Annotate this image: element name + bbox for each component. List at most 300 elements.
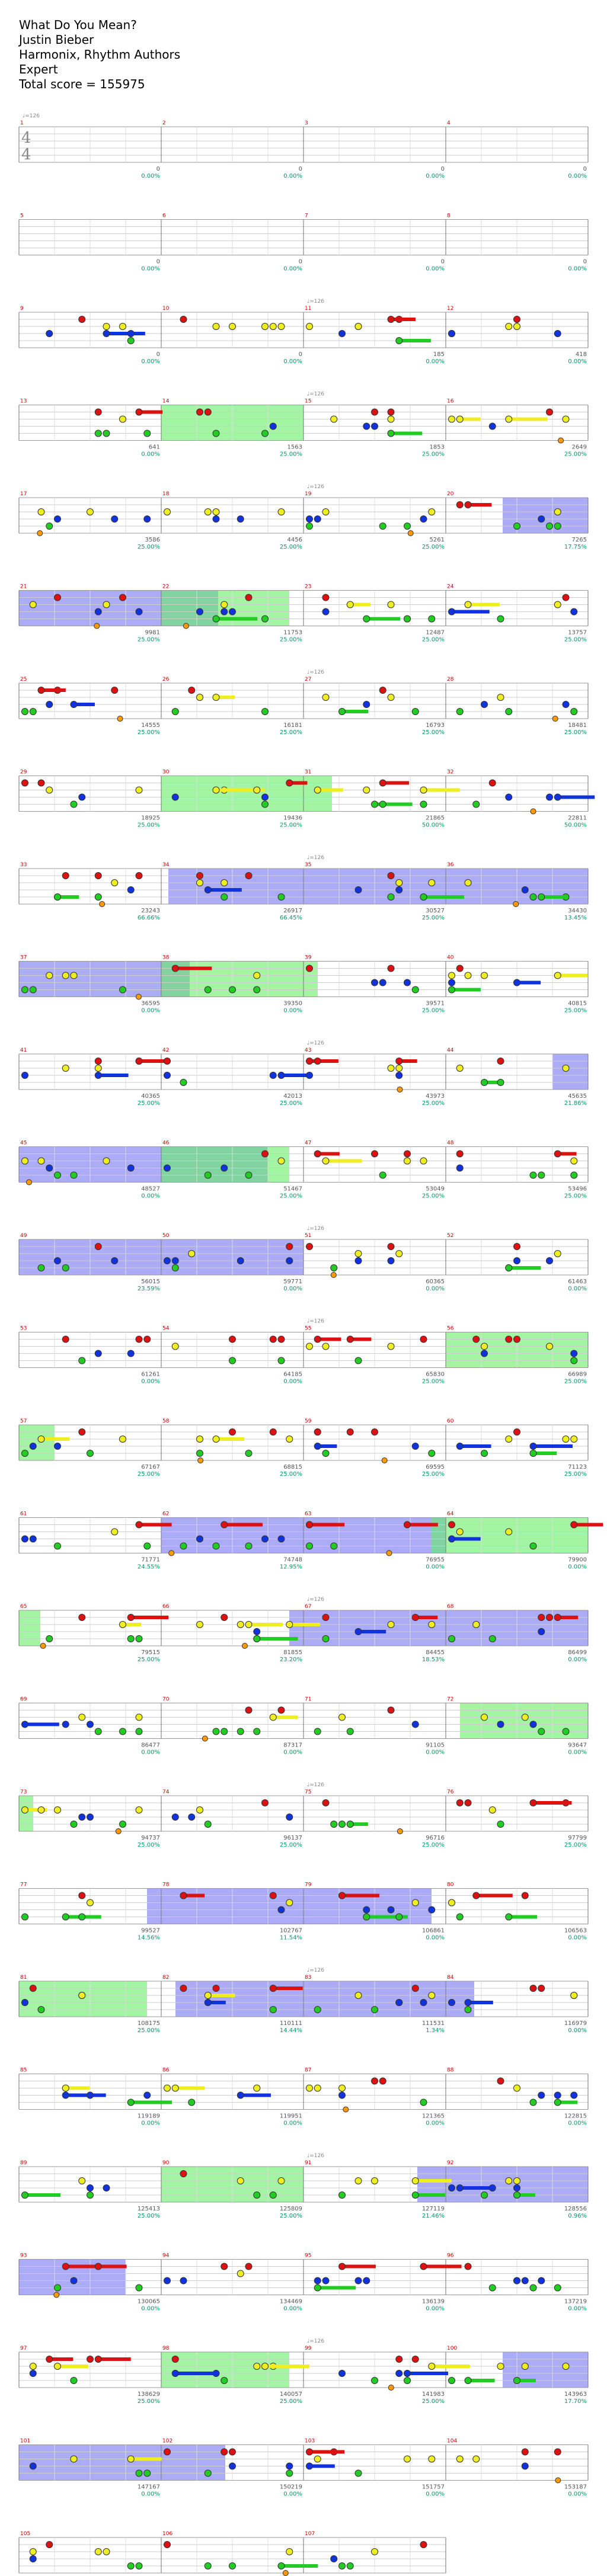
note-gem [38, 1807, 44, 1814]
note-gem [538, 1985, 545, 1992]
measure-percent: 0.00% [426, 1563, 445, 1571]
note-gem [189, 1814, 195, 1821]
note-gem [465, 2000, 471, 2006]
tempo-marking: ♩=126 [307, 2338, 324, 2344]
measure-percent: 25.00% [421, 1193, 445, 1200]
measure-score: 0 [156, 166, 160, 172]
note-gem [71, 1821, 77, 1828]
sustain-bar [407, 2372, 448, 2375]
note-gem [429, 2363, 435, 2370]
measure-percent: 0.00% [568, 2305, 587, 2312]
measure-percent: 14.44% [279, 2027, 302, 2034]
note-gem [221, 601, 228, 608]
sustain-bar [342, 710, 368, 713]
note-gem [38, 2007, 44, 2013]
note-gem [197, 1622, 203, 1628]
sustain-bar [175, 2087, 205, 2090]
note-gem [379, 687, 386, 694]
note-gem [465, 2007, 471, 2013]
measure-number: 67 [305, 1604, 312, 1610]
measure-number: 105 [20, 2531, 31, 2537]
note-gem [404, 523, 411, 530]
note-gem [237, 1258, 244, 1264]
note-gem [95, 1058, 101, 1065]
sustain-bar [98, 2265, 127, 2269]
measure-score: 134469 [279, 2298, 302, 2305]
note-gem [554, 2099, 561, 2106]
note-gem [30, 2549, 36, 2555]
measure-percent: 0.00% [568, 1286, 587, 1292]
sustain-bar [416, 2193, 445, 2197]
note-gem [95, 430, 101, 437]
measure-number: 98 [162, 2346, 170, 2351]
measure-percent: 0.96% [568, 2213, 587, 2219]
note-gem [127, 1636, 134, 1642]
chart-row [19, 1968, 588, 2034]
note-gem [136, 1058, 142, 1065]
measure-percent: 0.00% [568, 173, 587, 180]
note-gem [412, 1899, 418, 1906]
measure-score: 127119 [421, 2206, 445, 2212]
note-gem [388, 965, 394, 972]
measure-number: 10 [162, 306, 170, 312]
note-gem [278, 1158, 285, 1164]
note-gem [164, 509, 171, 515]
note-gem [262, 794, 269, 800]
sustain-bar [318, 789, 343, 792]
note-gem [396, 880, 402, 886]
kick-note [513, 902, 519, 907]
note-gem [538, 1614, 545, 1621]
note-gem [38, 509, 44, 515]
note-gem [278, 1536, 285, 1542]
note-gem [363, 616, 370, 622]
chart-row [19, 584, 588, 643]
note-gem [388, 416, 394, 422]
note-gem [379, 1172, 386, 1178]
measure-number: 12 [447, 306, 454, 312]
measure-number: 32 [447, 769, 454, 776]
note-gem [571, 709, 577, 715]
chart-row [19, 1319, 588, 1385]
measure-number: 56 [447, 1325, 454, 1332]
measure-number: 5 [20, 213, 24, 219]
note-gem [522, 2463, 528, 2469]
note-gem [180, 1543, 187, 1549]
note-gem [388, 873, 394, 879]
note-gem [306, 523, 313, 530]
note-gem [396, 1072, 402, 1079]
kick-note [100, 902, 105, 907]
note-gem [571, 1521, 577, 1528]
measure-percent: 25.00% [279, 544, 302, 550]
measure-score: 143963 [564, 2391, 587, 2398]
note-gem [213, 509, 219, 515]
note-gem [62, 2092, 69, 2098]
overdrive-region [19, 1796, 33, 1831]
measure-percent: 25.00% [279, 1471, 302, 1478]
note-gem [306, 1343, 313, 1350]
measure-number: 21 [20, 584, 27, 590]
note-gem [144, 2092, 151, 2098]
note-gem [46, 523, 53, 530]
note-gem [404, 979, 411, 986]
note-gem [530, 1172, 536, 1178]
overdrive-region [161, 1147, 289, 1183]
note-gem [522, 2449, 528, 2455]
note-gem [95, 894, 101, 901]
measure-percent: 17.75% [564, 544, 587, 550]
note-gem [538, 1728, 545, 1735]
note-gem [180, 1985, 187, 1992]
note-gem [372, 423, 378, 430]
note-gem [506, 1436, 512, 1443]
sustain-bar [509, 1915, 537, 1919]
measure-score: 96716 [426, 1835, 445, 1841]
chart-row [19, 1882, 588, 1941]
chart-row [19, 2531, 446, 2576]
measure-number: 61 [20, 1511, 27, 1517]
note-gem [87, 1721, 94, 1728]
note-gem [172, 2085, 178, 2091]
note-gem [554, 1614, 561, 1621]
measure-percent: 25.00% [421, 1100, 445, 1107]
note-gem [111, 1258, 118, 1264]
note-gem [46, 2356, 53, 2363]
note-gem [120, 416, 126, 422]
note-gem [229, 608, 236, 615]
measure-percent: 0.00% [568, 358, 587, 365]
kick-note [531, 809, 536, 814]
tempo-marking: ♩=126 [307, 484, 324, 490]
measure-number: 3 [305, 120, 308, 126]
note-gem [120, 986, 126, 993]
note-gem [213, 2370, 219, 2377]
note-gem [245, 1172, 252, 1178]
note-gem [571, 1158, 577, 1164]
measure-number: 52 [447, 1233, 454, 1239]
note-gem [38, 780, 44, 786]
note-gem [388, 894, 394, 901]
note-gem [221, 1521, 228, 1528]
measure-number: 106 [162, 2531, 173, 2537]
sustain-bar [342, 1894, 379, 1898]
note-gem [213, 694, 219, 701]
chart-row [19, 669, 588, 736]
note-gem [306, 516, 313, 523]
note-gem [306, 2085, 313, 2091]
note-gem [270, 1714, 276, 1720]
note-gem [136, 1728, 142, 1735]
sustain-bar [574, 1523, 603, 1527]
measure-number: 100 [447, 2346, 458, 2351]
note-gem [95, 1065, 101, 1072]
note-gem [55, 1258, 61, 1264]
sustain-bar [309, 2450, 344, 2454]
measure-score: 79900 [568, 1556, 587, 1563]
note-gem [164, 1258, 171, 1264]
note-gem [522, 2277, 528, 2284]
measure-score: 0 [440, 166, 445, 172]
note-gem [465, 1800, 471, 1806]
note-gem [456, 1914, 463, 1920]
note-gem [514, 1258, 520, 1264]
note-gem [404, 1521, 411, 1528]
note-gem [286, 1244, 293, 1250]
note-gem [38, 687, 44, 694]
measure-percent: 21.86% [564, 1100, 587, 1107]
measure-percent: 25.00% [137, 636, 160, 643]
sustain-bar [452, 610, 490, 614]
measure-number: 34 [162, 862, 170, 868]
measure-percent: 0.00% [141, 2120, 160, 2127]
note-gem [388, 694, 394, 701]
note-gem [473, 1336, 480, 1343]
note-gem [62, 1721, 69, 1728]
note-gem [429, 2456, 435, 2462]
note-gem [420, 787, 427, 793]
note-gem [339, 331, 346, 337]
note-gem [127, 1350, 134, 1357]
measure-number: 102 [162, 2438, 173, 2444]
note-gem [262, 801, 269, 808]
note-gem [55, 1172, 61, 1178]
tempo-marking: ♩=126 [307, 855, 324, 861]
measure-score: 122815 [564, 2113, 587, 2120]
kick-note [242, 1643, 247, 1649]
note-gem [456, 965, 463, 972]
note-gem [262, 430, 269, 437]
note-gem [103, 601, 110, 608]
note-gem [314, 2456, 321, 2462]
note-gem [404, 2456, 411, 2462]
note-gem [213, 787, 219, 793]
note-gem [530, 1721, 536, 1728]
measure-number: 8 [447, 213, 451, 219]
tempo-marking: ♩=126 [307, 391, 324, 398]
chart-row [19, 1040, 588, 1107]
measure-number: 16 [447, 398, 454, 405]
measure-score: 147167 [137, 2484, 160, 2491]
note-gem [347, 2563, 353, 2569]
note-gem [254, 2085, 260, 2091]
note-gem [95, 409, 101, 415]
note-gem [180, 2277, 187, 2284]
measure-number: 4 [447, 120, 451, 126]
note-gem [229, 2449, 236, 2455]
note-gem [22, 1914, 28, 1920]
note-gem [506, 709, 512, 715]
sustain-bar [460, 1444, 491, 1448]
note-gem [30, 1443, 36, 1450]
measure-score: 39571 [426, 1000, 445, 1007]
note-gem [103, 2549, 110, 2555]
sustain-bar [216, 617, 258, 621]
measure-number: 75 [305, 1789, 312, 1795]
note-gem [62, 1265, 69, 1271]
note-gem [571, 1357, 577, 1364]
note-gem [229, 986, 236, 993]
note-gem [322, 1636, 329, 1642]
sustain-bar [432, 2364, 469, 2368]
measure-number: 63 [305, 1511, 312, 1517]
note-gem [355, 2277, 362, 2284]
note-gem [314, 787, 321, 793]
measure-percent: 0.00% [141, 358, 160, 365]
note-gem [22, 1450, 28, 1457]
note-gem [449, 986, 455, 993]
measure-number: 80 [447, 1882, 454, 1888]
note-gem [514, 2378, 520, 2384]
chart-row [19, 1782, 588, 1848]
note-gem [396, 887, 402, 893]
measure-number: 49 [20, 1233, 27, 1239]
measure-percent: 25.00% [421, 451, 445, 458]
measure-percent: 11.54% [279, 1934, 302, 1941]
sustain-bar [416, 2179, 452, 2183]
note-gem [262, 2363, 269, 2370]
measure-percent: 25.00% [279, 822, 302, 829]
note-gem [563, 701, 569, 708]
measure-score: 71123 [568, 1464, 587, 1470]
note-gem [164, 1058, 171, 1065]
note-gem [62, 972, 69, 979]
note-gem [286, 2470, 293, 2476]
measure-number: 44 [447, 1047, 454, 1053]
measure-number: 47 [305, 1140, 312, 1146]
note-gem [38, 1436, 44, 1443]
sustain-bar [131, 2101, 172, 2104]
measure-score: 110111 [279, 2020, 302, 2027]
note-gem [197, 1436, 203, 1443]
sustain-bar [383, 781, 409, 785]
measure-percent: 0.00% [568, 2491, 587, 2498]
song-charter: Harmonix, Rhythm Authors [19, 47, 181, 62]
measure-percent: 0.00% [283, 1007, 302, 1014]
note-gem [95, 2263, 101, 2270]
kick-note [382, 1458, 387, 1463]
measure-number: 17 [20, 491, 27, 497]
measure-number: 71 [305, 1696, 312, 1703]
kick-note [408, 531, 413, 536]
song-difficulty: Expert [19, 62, 58, 76]
note-gem [103, 1158, 110, 1164]
measure-number: 103 [305, 2438, 315, 2444]
note-gem [79, 1357, 85, 1364]
note-gem [22, 2000, 28, 2006]
note-gem [522, 2363, 528, 2370]
note-gem [420, 1158, 427, 1164]
measure-number: 91 [305, 2160, 312, 2166]
sustain-bar [98, 2357, 131, 2361]
measure-number: 55 [305, 1325, 312, 1332]
measure-score: 9981 [145, 629, 160, 636]
measure-number: 96 [447, 2253, 454, 2259]
measure-number: 45 [20, 1140, 27, 1146]
note-gem [554, 794, 561, 800]
note-gem [420, 2000, 427, 2006]
kick-note [136, 994, 141, 999]
sustain-bar [309, 1523, 344, 1527]
note-gem [213, 1543, 219, 1549]
kick-note [552, 716, 558, 722]
measure-number: 2 [162, 120, 166, 126]
measure-percent: 66.45% [279, 915, 302, 921]
note-gem [205, 409, 211, 415]
note-gem [245, 1707, 252, 1713]
tempo-marking: ♩=126 [307, 1318, 324, 1325]
note-gem [473, 1892, 480, 1899]
note-gem [306, 323, 313, 330]
kick-note [397, 1829, 402, 1834]
measure-number: 83 [305, 1975, 312, 1981]
measure-score: 66989 [568, 1371, 587, 1378]
measure-number: 23 [305, 584, 312, 590]
measure-percent: 25.00% [279, 729, 302, 736]
measure-score: 97799 [568, 1835, 587, 1841]
note-gem [22, 1158, 28, 1164]
measure-number: 97 [20, 2346, 27, 2351]
note-gem [449, 979, 455, 986]
note-gem [95, 1728, 101, 1735]
tempo-marking: ♩=126 [307, 2153, 324, 2159]
note-gem [506, 1265, 512, 1271]
measure-percent: 25.00% [279, 1842, 302, 1848]
note-gem [172, 1265, 178, 1271]
note-gem [481, 701, 488, 708]
note-gem [205, 2000, 211, 2006]
note-gem [205, 986, 211, 993]
note-gem [355, 2178, 362, 2184]
note-gem [547, 1343, 553, 1350]
note-gem [314, 1728, 321, 1735]
note-gem [420, 2263, 427, 2270]
note-gem [55, 1807, 61, 1814]
note-gem [87, 1450, 94, 1457]
measure-score: 64185 [283, 1371, 302, 1378]
measure-percent: 0.00% [141, 265, 160, 273]
note-gem [514, 2277, 520, 2284]
note-gem [237, 2270, 244, 2277]
tempo-marking: ♩=126 [307, 1782, 324, 1788]
note-gem [322, 1614, 329, 1621]
note-gem [412, 986, 418, 993]
chart-row [19, 392, 588, 458]
tempo-marking: ♩=126 [307, 1226, 324, 1232]
measure-number: 33 [20, 862, 27, 868]
measure-number: 70 [162, 1696, 170, 1703]
note-gem [497, 2078, 504, 2084]
measure-score: 140057 [279, 2391, 302, 2398]
note-gem [213, 616, 219, 622]
tempo-marking: ♩=126 [23, 113, 40, 119]
note-gem [420, 2542, 427, 2548]
measure-percent: 25.00% [421, 1378, 445, 1385]
measure-score: 23243 [141, 908, 160, 914]
note-gem [111, 516, 118, 523]
sustain-bar [468, 2001, 493, 2004]
note-gem [286, 2463, 293, 2469]
note-gem [322, 1158, 329, 1164]
note-gem [547, 409, 553, 415]
note-gem [180, 2171, 187, 2177]
measure-percent: 0.00% [141, 1007, 160, 1014]
measure-percent: 0.00% [426, 173, 445, 180]
note-gem [420, 516, 427, 523]
note-gem [514, 2192, 520, 2199]
note-gem [172, 1343, 178, 1350]
measure-percent: 25.00% [137, 1471, 160, 1478]
